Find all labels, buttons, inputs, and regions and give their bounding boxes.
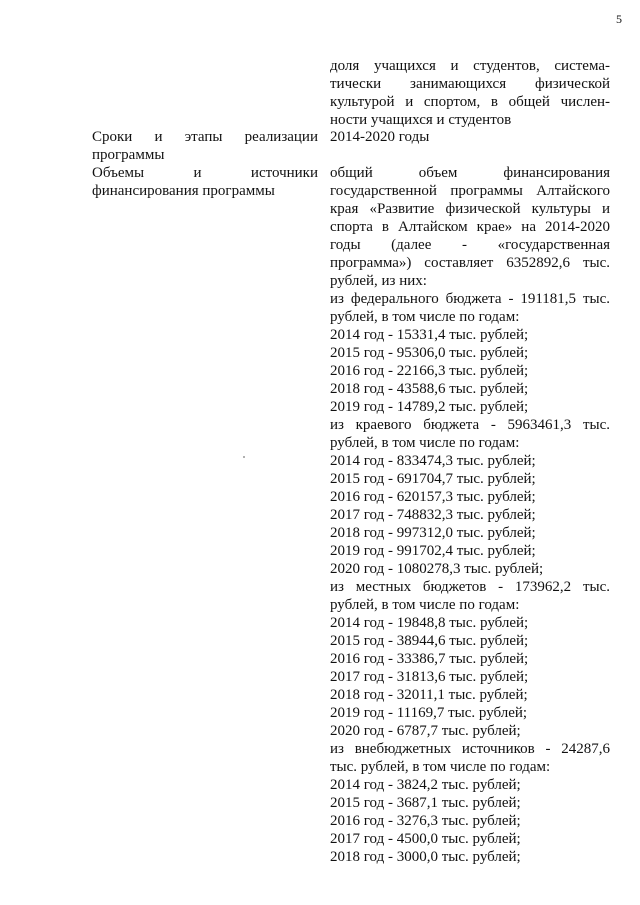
indicator-line: тически занимающихся физической bbox=[330, 76, 610, 92]
funding-line: рублей, в том числе по годам: bbox=[330, 597, 520, 613]
scan-artifact bbox=[243, 456, 245, 458]
funding-line: 2015 год - 3687,1 тыс. рублей; bbox=[330, 795, 521, 811]
funding-line: 2016 год - 33386,7 тыс. рублей; bbox=[330, 651, 529, 667]
funding-line: 2015 год - 691704,7 тыс. рублей; bbox=[330, 471, 536, 487]
funding-line: 2014 год - 15331,4 тыс. рублей; bbox=[330, 327, 529, 343]
funding-line: из краевого бюджета - 5963461,3 тыс. bbox=[330, 417, 610, 433]
funding-line: программа») составляет 6352892,6 тыс. bbox=[330, 255, 610, 271]
funding-line: общий объем финансирования bbox=[330, 165, 610, 181]
funding-line: 2020 год - 6787,7 тыс. рублей; bbox=[330, 723, 521, 739]
funding-line: 2019 год - 14789,2 тыс. рублей; bbox=[330, 399, 529, 415]
funding-line: 2018 год - 3000,0 тыс. рублей; bbox=[330, 849, 521, 865]
funding-line: 2016 год - 3276,3 тыс. рублей; bbox=[330, 813, 521, 829]
indicator-line: культурой и спортом, в общей числен- bbox=[330, 94, 610, 110]
funding-line: 2016 год - 620157,3 тыс. рублей; bbox=[330, 489, 536, 505]
funding-line: 2015 год - 95306,0 тыс. рублей; bbox=[330, 345, 529, 361]
terms-label-line: Сроки и этапы реализации bbox=[92, 129, 318, 145]
funding-line: 2017 год - 4500,0 тыс. рублей; bbox=[330, 831, 521, 847]
page-number: 5 bbox=[616, 12, 622, 26]
funding-label-line: финансирования программы bbox=[92, 183, 275, 199]
funding-line: рублей, в том числе по годам: bbox=[330, 309, 520, 325]
terms-value: 2014-2020 годы bbox=[330, 129, 430, 145]
funding-line: 2016 год - 22166,3 тыс. рублей; bbox=[330, 363, 529, 379]
funding-line: из внебюджетных источников - 24287,6 bbox=[330, 741, 610, 757]
indicator-line: ности учащихся и студентов bbox=[330, 112, 512, 128]
funding-line: из федерального бюджета - 191181,5 тыс. bbox=[330, 291, 610, 307]
funding-line: спорта в Алтайском крае» на 2014-2020 bbox=[330, 219, 610, 235]
funding-line: 2019 год - 11169,7 тыс. рублей; bbox=[330, 705, 528, 721]
funding-line: рублей, в том числе по годам: bbox=[330, 435, 520, 451]
funding-line: 2018 год - 32011,1 тыс. рублей; bbox=[330, 687, 528, 703]
funding-line: 2017 год - 748832,3 тыс. рублей; bbox=[330, 507, 536, 523]
funding-line: государственной программы Алтайского bbox=[330, 183, 610, 199]
funding-line: тыс. рублей, в том числе по годам: bbox=[330, 759, 551, 775]
funding-line: края «Развитие физической культуры и bbox=[330, 201, 610, 217]
funding-line: рублей, из них: bbox=[330, 273, 427, 289]
funding-line: 2017 год - 31813,6 тыс. рублей; bbox=[330, 669, 529, 685]
funding-line: 2015 год - 38944,6 тыс. рублей; bbox=[330, 633, 529, 649]
funding-label-line: Объемы и источники bbox=[92, 165, 318, 181]
funding-line: 2014 год - 833474,3 тыс. рублей; bbox=[330, 453, 536, 469]
funding-line: 2019 год - 991702,4 тыс. рублей; bbox=[330, 543, 536, 559]
funding-line: годы (далее - «государственная bbox=[330, 237, 610, 253]
funding-line: 2014 год - 3824,2 тыс. рублей; bbox=[330, 777, 521, 793]
indicator-line: доля учащихся и студентов, система- bbox=[330, 58, 610, 74]
terms-label-line: программы bbox=[92, 147, 165, 163]
funding-line: 2018 год - 43588,6 тыс. рублей; bbox=[330, 381, 529, 397]
funding-line: из местных бюджетов - 173962,2 тыс. bbox=[330, 579, 610, 595]
funding-line: 2014 год - 19848,8 тыс. рублей; bbox=[330, 615, 529, 631]
funding-line: 2018 год - 997312,0 тыс. рублей; bbox=[330, 525, 536, 541]
funding-line: 2020 год - 1080278,3 тыс. рублей; bbox=[330, 561, 544, 577]
